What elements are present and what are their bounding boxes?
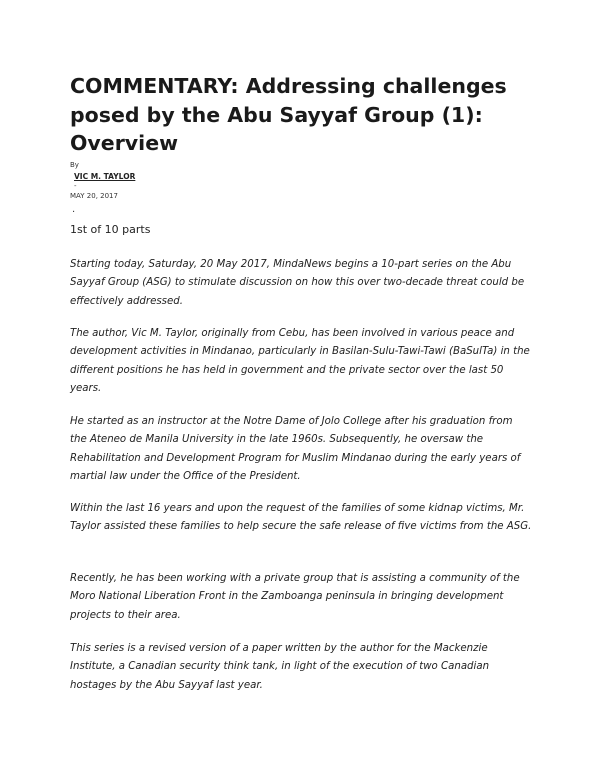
byline-separator: - — [74, 182, 77, 190]
paragraph: Recently, he has been working with a private group that is assisting a community of the Moro National Liberation Front in the Zamboanga peninsula in bringing development projects to their area. — [70, 573, 520, 621]
author-link[interactable]: VIC M. TAYLOR — [74, 172, 136, 181]
byline-label: By — [70, 161, 79, 169]
paragraph: Within the last 16 years and upon the request of the families of some kidnap victims, Mr. Taylor assisted these families to help secure the safe release of five victims from the ASG. — [70, 503, 532, 533]
series-part: 1st of 10 parts — [70, 223, 151, 236]
publish-date: MAY 20, 2017 — [70, 192, 118, 200]
article-title: COMMENTARY: Addressing challenges posed by the Abu Sayyaf Group (1): Overview — [70, 74, 507, 155]
meta-dot: . — [72, 204, 76, 215]
paragraph: Starting today, Saturday, 20 May 2017, MindaNews begins a 10-part series on the Abu Sayyaf Group (ASG) to stimulate discussion on how this over two-decade threat could be effectively addressed. — [70, 259, 525, 307]
paragraph: The author, Vic M. Taylor, originally from Cebu, has been involved in various peace and development activities in Mindanao, particularly in Basilan-Sulu-Tawi-Tawi (BaSulTa) in the different positions he has held in government and the private sector over the last 50 years. — [70, 328, 530, 395]
paragraph: This series is a revised version of a paper written by the author for the Mackenzie Institute, a Canadian security think tank, in light of the execution of two Canadian hostages by the Abu Sayyaf last year. — [70, 643, 490, 691]
paragraph: He started as an instructor at the Notre Dame of Jolo College after his graduation from the Ateneo de Manila University in the late 1960s. Subsequently, he oversaw the Rehabilitation and Development Program for Muslim Mindanao during the early years of martial law under the Office of the President. — [70, 416, 521, 483]
